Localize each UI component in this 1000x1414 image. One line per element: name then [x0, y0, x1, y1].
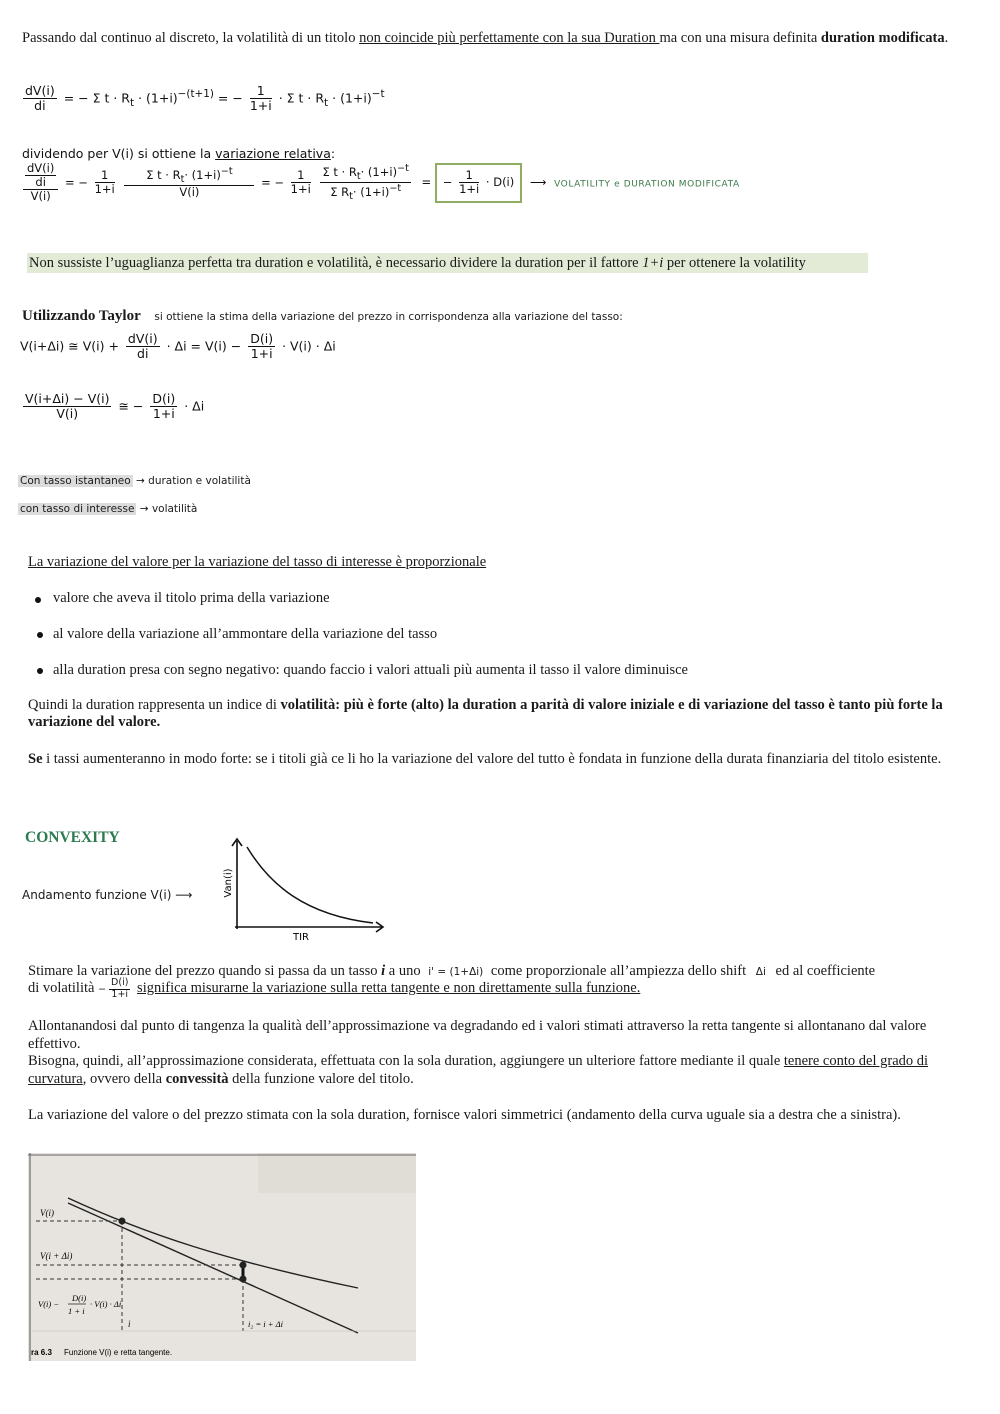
eq2-sum-num-exp: −t	[220, 166, 233, 178]
note-tasso-istantaneo	[18, 475, 251, 487]
eq2-ratio-den-b: · (1+i)	[352, 185, 390, 200]
eq2-f1	[95, 169, 115, 196]
eq1-rhs: · Σ t · R	[278, 90, 325, 106]
eq2-ratio-num-sub: t	[356, 171, 361, 183]
bullet-item-2: al valore della variazione all’ammontare della variazione del tasso	[53, 626, 438, 642]
eq2-f2	[291, 169, 311, 196]
intro-period: .	[944, 30, 949, 46]
eq2-sum-num	[124, 166, 254, 186]
eq2-lhs-inner	[25, 162, 56, 189]
eq2-ratio-num	[320, 163, 410, 183]
eq1-factor-num: 1	[250, 84, 272, 99]
arrow-right-icon: ⟶	[529, 175, 547, 190]
note-tasso-interesse	[18, 503, 197, 515]
bullet-item-3: alla duration presa con segno negativo: quando faccio i valori attuali più aumenta il tasso il valore diminuisce	[53, 662, 688, 678]
stimare-frac-den: 1+i	[111, 988, 129, 1000]
eq2-lhs-top-den: di	[35, 175, 46, 190]
eq1-rhs-sub: t	[324, 96, 329, 109]
label-approx-b: · V(i) · Δi	[90, 1299, 122, 1309]
allont-b2: , ovvero della	[82, 1070, 166, 1087]
duration-modificata-box	[435, 163, 522, 202]
eq2-lhs-den: V(i)	[30, 189, 51, 204]
taylor-l2-frac2-den: 1+i	[152, 406, 175, 422]
eq2-sum-num-a: Σ t · R	[146, 167, 181, 182]
convexity-x-label: TIR	[292, 932, 310, 943]
stimare-e: di volatilità	[28, 979, 99, 996]
stimare-d: ed al coefficiente	[771, 963, 876, 979]
convexity-y-label: Van(i)	[223, 868, 234, 898]
eq2-sum-num-b: · (1+i)	[184, 167, 221, 182]
note1-highlight: Con tasso istantaneo	[20, 475, 131, 487]
eq1-mid-exp: −(t+1)	[177, 88, 214, 101]
eq1-rhs-exp: −t	[371, 88, 385, 101]
taylor-l2-frac2-num: D(i)	[152, 391, 176, 406]
eq2-f2-num: 1	[291, 169, 311, 183]
label-approx-a: V(i) −	[38, 1299, 60, 1309]
taylor-l2-c: · Δi	[184, 398, 205, 414]
eq1-mid2: · (1+i)	[138, 90, 178, 106]
eq1-mid: = − Σ t · R	[63, 90, 130, 106]
eq2-lhs	[23, 162, 58, 204]
bullet-dot-1	[35, 597, 41, 603]
note1-rest: → duration e volatilità	[132, 475, 251, 487]
eq2-f1-den: 1+i	[94, 182, 115, 197]
stimare-i: i	[381, 963, 386, 979]
stimare-line2	[28, 978, 640, 1001]
taylor-formula-2	[20, 392, 204, 422]
eq1-factor	[250, 84, 272, 114]
stimare-underlined: significa misurarne la variazione sulla retta tangente e non direttamente sulla funzione.	[137, 979, 641, 996]
proportional-heading: La variazione del valore per la variazione del tasso di interesse è proporzionale	[28, 554, 487, 570]
eq2-eq1: = −	[65, 175, 88, 190]
caption-number: ra 6.3	[31, 1348, 52, 1357]
taylor-title: Utilizzando Taylor	[22, 308, 141, 324]
bullet-item-1: valore che aveva il titolo prima della variazione	[53, 590, 330, 606]
taylor-l1-frac2-den: 1+i	[250, 346, 273, 362]
stimare-hw1: i' = (1+Δi)	[428, 966, 484, 978]
label-approx-num: D(i)	[72, 1293, 87, 1303]
eq1-sub-t: t	[129, 96, 135, 109]
allont-b1: Bisogna, quindi, all’approssimazione considerata, effettuata con la sola duration, aggiungere un ulteriore fattore mediante il quale	[28, 1053, 784, 1069]
convexity-label: Andamento funzione V(i) ⟶	[22, 888, 193, 902]
eq2-box-den: 1+i	[459, 182, 480, 197]
eq2-sum-num-sub: t	[180, 174, 185, 186]
label-approx-den: 1 + i	[68, 1306, 85, 1316]
eq1-lhs-fraction	[23, 84, 57, 114]
stimare-hw2: Δi	[755, 966, 766, 978]
actual-point	[240, 1262, 247, 1269]
eq2-box-minus: −	[442, 175, 453, 190]
quindi-text: Quindi la duration rappresenta un indice di	[28, 697, 281, 713]
intro-underlined: non coincide più perfettamente con la sua Duration	[359, 30, 660, 46]
volatility-note: VOLATILITY e DURATION MODIFICATA	[554, 179, 740, 190]
label-vi-di: V(i + Δi)	[40, 1251, 73, 1261]
eq2-box-num: 1	[459, 169, 479, 183]
stimare-frac	[109, 978, 130, 1001]
stimare-f-sign: −	[98, 983, 107, 995]
eq2-intro-colon: :	[330, 146, 336, 161]
simmetrici-paragraph: La variazione del valore o del prezzo stimata con la sola duration, fornisce valori simmetrici (andamento della curva uguale sia a destra che a sinistra).	[28, 1107, 901, 1123]
eq2-sum-den: V(i)	[179, 185, 200, 200]
eq2-lhs-top	[23, 162, 58, 190]
taylor-l2-num: V(i+Δi) − V(i)	[25, 391, 110, 406]
convexity-chart	[225, 835, 395, 945]
eq2-ratio-num-a: Σ t · R	[322, 165, 357, 180]
allont-b3: della funzione valore del titolo.	[228, 1070, 414, 1087]
allont-bold: convessità	[165, 1070, 229, 1087]
bullet-dot-2	[37, 632, 43, 638]
eq2-intro-a: dividendo per V(i) si ottiene la	[22, 146, 216, 161]
intro-bold: duration modificata	[820, 30, 945, 46]
taylor-l2-eq: ≅ −	[118, 398, 144, 414]
eq2-ratio-den	[320, 183, 410, 202]
taylor-l1-frac1	[126, 332, 160, 362]
tangency-point	[119, 1218, 126, 1225]
label-vi: V(i)	[40, 1208, 54, 1218]
se-text: i tassi aumenteranno in modo forte: se i titoli già ce li ho la variazione del valore del tutto è fondata in funzione della durata finanziaria del titolo esistente.	[42, 751, 942, 767]
textbook-figure-photo	[28, 1153, 416, 1361]
eq2-f1-num: 1	[95, 169, 115, 183]
tangent-figure	[28, 1153, 416, 1361]
eq2-eq2: = −	[261, 175, 284, 190]
caption-text: Funzione V(i) e retta tangente.	[64, 1348, 173, 1357]
eq1-lhs-den: di	[34, 98, 46, 114]
eq1-lhs-num: dV(i)	[25, 83, 55, 98]
eq2-sum-fraction	[124, 166, 254, 199]
taylor-formula-1	[20, 332, 336, 362]
highlight-factor: 1+i	[642, 255, 664, 271]
intro-paragraph	[22, 30, 977, 47]
allontanandosi-paragraph	[28, 1018, 973, 1088]
highlight-text-a: Non sussiste l’uguaglianza perfetta tra duration e volatilità, è necessario dividere la duration per il fattore	[29, 255, 643, 271]
stimare-fraction	[98, 977, 133, 1000]
eq2-ratio-fraction	[320, 163, 410, 202]
label-x-i: i	[128, 1319, 131, 1329]
taylor-l1-frac2	[248, 332, 275, 362]
note2-highlight: con tasso di interesse	[20, 503, 135, 515]
stimare-b: a uno	[385, 963, 425, 979]
taylor-l1-frac1-den: di	[137, 346, 149, 362]
eq2-ratio-den-sub: t	[349, 191, 353, 203]
quindi-bold: volatilità: più è forte (alto) la duration a parità di valore iniziale e di variazione del tasso è tanto più forte la variazione del valore.	[28, 697, 943, 730]
quindi-paragraph	[28, 697, 973, 731]
bullet-dot-3	[37, 668, 43, 674]
eq2-eq3: =	[421, 175, 432, 190]
eq2-box-d: · D(i)	[485, 175, 515, 190]
taylor-l1-b: · Δi = V(i) −	[166, 338, 242, 354]
taylor-l2-frac2	[150, 392, 177, 422]
taylor-l1-a: V(i+Δi) ≅ V(i) +	[20, 338, 119, 354]
taylor-l1-frac2-num: D(i)	[250, 331, 274, 346]
eq1-factor-den: 1+i	[249, 98, 272, 114]
eq2-box-fraction	[459, 169, 479, 196]
label-x-i2: i₂ = i + Δi	[248, 1319, 284, 1329]
eq2-lhs-top-num: dV(i)	[27, 161, 55, 175]
taylor-note: si ottiene la stima della variazione del prezzo in corrispondenza alla variazione del tasso:	[154, 311, 623, 323]
eq2-ratio-den-exp: −t	[389, 183, 402, 195]
equation-relative-variation	[20, 162, 740, 204]
allont-a: Allontanandosi dal punto di tangenza la qualità dell’approssimazione va degradando ed i valori stimati attraverso la retta tangente si allontanano dal valore effettivo.	[28, 1018, 927, 1052]
eq2-intro-underlined: variazione relativa	[215, 146, 331, 161]
intro-text-2: ma con una misura definita	[659, 30, 821, 46]
eq2-ratio-num-b: · (1+i)	[360, 165, 398, 180]
equation-derivative	[20, 84, 385, 114]
highlight-text-c: per ottenere la volatility	[663, 255, 806, 271]
taylor-l1-frac1-num: dV(i)	[127, 331, 158, 346]
taylor-l2-frac1	[23, 392, 111, 422]
photo-bleed	[258, 1153, 416, 1193]
eq2-ratio-num-exp: −t	[397, 163, 409, 175]
stimare-c: come proporzionale all’ampiezza dello shift	[487, 963, 750, 979]
taylor-l1-c: · V(i) · Δi	[282, 338, 336, 354]
eq2-intro	[22, 146, 335, 161]
taylor-l2-den: V(i)	[56, 406, 79, 422]
taylor-heading	[22, 308, 623, 325]
eq2-f2-den: 1+i	[290, 182, 311, 197]
estimated-point	[240, 1276, 247, 1283]
intro-text-1: Passando dal continuo al discreto, la volatilità di un titolo	[22, 30, 360, 46]
stimare-frac-num: D(i)	[111, 977, 129, 988]
allont-underlined: tenere conto del grado di curvatura	[28, 1053, 929, 1087]
note2-rest: → volatilità	[136, 503, 198, 515]
se-bold: Se	[28, 751, 43, 767]
convexity-curve	[247, 847, 373, 923]
convexity-title: CONVEXITY	[25, 829, 120, 846]
eq1-eq: = −	[217, 90, 243, 106]
highlighted-statement	[27, 253, 868, 273]
se-paragraph	[28, 751, 973, 768]
eq1-rhs2: · (1+i)	[332, 90, 372, 106]
eq2-ratio-den-a: Σ R	[330, 185, 350, 200]
stimare-a: Stimare la variazione del prezzo quando si passa da un tasso	[28, 963, 382, 979]
